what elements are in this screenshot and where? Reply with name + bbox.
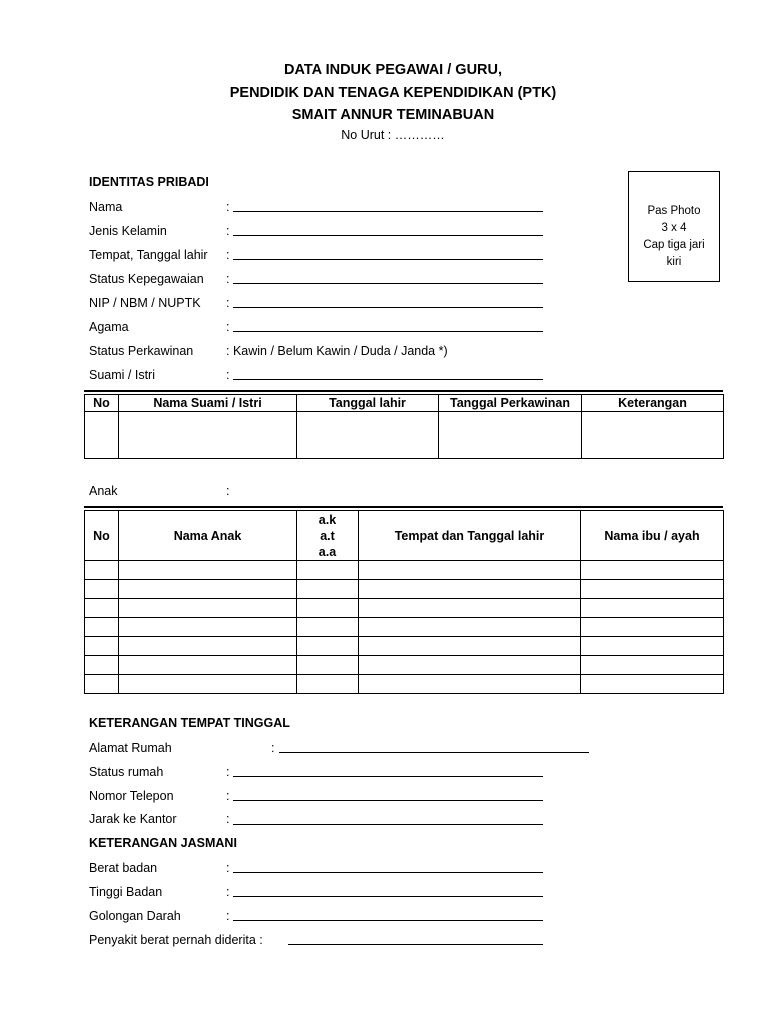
doc-title-line1: DATA INDUK PEGAWAI / GURU, <box>283 62 503 78</box>
table-cell[interactable] <box>359 618 581 637</box>
field-label-berat: Berat badan <box>89 861 158 875</box>
table-cell[interactable] <box>297 561 359 580</box>
spouse-col-tanggal-lahir: Tanggal lahir <box>297 395 439 412</box>
photo-box <box>628 171 720 282</box>
table-cell[interactable] <box>359 599 581 618</box>
field-label-status-kepegawaian: Status Kepegawaian <box>89 272 204 286</box>
field-colon: : <box>226 885 230 899</box>
table-cell[interactable] <box>439 412 582 459</box>
spouse-col-keterangan: Keterangan <box>582 395 724 412</box>
doc-title-line3: SMAIT ANNUR TEMINABUAN <box>291 107 495 123</box>
section-heading-identitas: IDENTITAS PRIBADI <box>89 175 209 189</box>
table-cell[interactable] <box>119 656 297 675</box>
table-cell[interactable] <box>119 637 297 656</box>
table-cell[interactable] <box>581 599 724 618</box>
alamat-input-line[interactable] <box>279 752 589 753</box>
field-label-golongan-darah: Golongan Darah <box>89 909 181 923</box>
table-cell[interactable] <box>359 637 581 656</box>
table-cell[interactable] <box>297 618 359 637</box>
telepon-input-line[interactable] <box>233 800 543 801</box>
table-cell[interactable] <box>297 599 359 618</box>
table-cell[interactable] <box>359 656 581 675</box>
table-cell[interactable] <box>297 412 439 459</box>
table-cell[interactable] <box>85 580 119 599</box>
table-cell[interactable] <box>85 637 119 656</box>
table-cell[interactable] <box>297 675 359 694</box>
photo-box-line: kiri <box>666 256 682 268</box>
status-kepegawaian-input-line[interactable] <box>233 283 543 284</box>
status-rumah-input-line[interactable] <box>233 776 543 777</box>
photo-box-line: Pas Photo <box>647 205 701 217</box>
table-top-rule <box>84 506 723 508</box>
section-heading-tempat-tinggal: KETERANGAN TEMPAT TINGGAL <box>89 716 290 730</box>
field-colon: : <box>226 909 230 923</box>
table-cell[interactable] <box>581 656 724 675</box>
table-cell[interactable] <box>359 561 581 580</box>
child-col-nama-anak: Nama Anak <box>119 511 297 561</box>
field-colon: : <box>226 861 230 875</box>
spouse-col-nama: Nama Suami / Istri <box>119 395 297 412</box>
tinggi-input-line[interactable] <box>233 896 543 897</box>
table-cell[interactable] <box>581 637 724 656</box>
table-cell[interactable] <box>119 599 297 618</box>
table-cell[interactable] <box>85 412 119 459</box>
table-cell[interactable] <box>582 412 724 459</box>
child-col-status <box>297 511 359 561</box>
field-colon: : <box>226 248 230 262</box>
table-cell[interactable] <box>119 561 297 580</box>
field-label-status-rumah: Status rumah <box>89 765 164 779</box>
child-col-nama-ortu: Nama ibu / ayah <box>581 511 724 561</box>
field-colon: : <box>226 812 230 826</box>
table-cell[interactable] <box>85 656 119 675</box>
table-top-rule <box>84 390 723 392</box>
spouse-col-no: No <box>85 395 119 412</box>
child-col-no: No <box>85 511 119 561</box>
field-label-nama: Nama <box>89 200 123 214</box>
table-cell[interactable] <box>581 580 724 599</box>
table-cell[interactable] <box>119 675 297 694</box>
nama-input-line[interactable] <box>233 211 543 212</box>
field-label-status-perkawinan: Status Perkawinan <box>89 344 194 358</box>
ttl-input-line[interactable] <box>233 259 543 260</box>
table-cell[interactable] <box>85 618 119 637</box>
field-label-ttl: Tempat, Tanggal lahir <box>89 248 208 262</box>
field-label-agama: Agama <box>89 320 129 334</box>
field-label-jarak: Jarak ke Kantor <box>89 812 177 826</box>
table-cell[interactable] <box>581 675 724 694</box>
field-label-penyakit: Penyakit berat pernah diderita : <box>89 933 263 947</box>
jenis-kelamin-input-line[interactable] <box>233 235 543 236</box>
child-table <box>84 510 724 694</box>
photo-box-line: Cap tiga jari <box>643 239 705 251</box>
penyakit-input-line[interactable] <box>288 944 543 945</box>
table-cell[interactable] <box>581 618 724 637</box>
doc-title-line2: PENDIDIK DAN TENAGA KEPENDIDIKAN (PTK) <box>229 85 557 101</box>
field-label-jenis-kelamin: Jenis Kelamin <box>89 224 167 238</box>
status-perkawinan-options[interactable]: : Kawin / Belum Kawin / Duda / Janda *) <box>226 344 448 358</box>
table-cell[interactable] <box>297 580 359 599</box>
table-cell[interactable] <box>119 412 297 459</box>
spouse-table <box>84 394 724 459</box>
spouse-col-tanggal-perkawinan: Tanggal Perkawinan <box>439 395 582 412</box>
field-colon: : <box>226 484 230 498</box>
child-col-ak: a.k <box>318 512 337 527</box>
field-colon: : <box>226 224 230 238</box>
field-colon: : <box>226 296 230 310</box>
child-col-aa: a.a <box>318 544 337 559</box>
field-label-anak: Anak <box>89 484 118 498</box>
field-label-tinggi: Tinggi Badan <box>89 885 163 899</box>
table-cell[interactable] <box>359 675 581 694</box>
agama-input-line[interactable] <box>233 331 543 332</box>
field-colon: : <box>226 272 230 286</box>
table-cell[interactable] <box>359 580 581 599</box>
table-cell[interactable] <box>119 618 297 637</box>
field-label-telepon: Nomor Telepon <box>89 789 174 803</box>
child-col-at: a.t <box>320 528 335 543</box>
no-urut: No Urut : ………… <box>341 128 445 142</box>
field-label-suami-istri: Suami / Istri <box>89 368 155 382</box>
section-heading-jasmani: KETERANGAN JASMANI <box>89 836 237 850</box>
golongan-darah-input-line[interactable] <box>233 920 543 921</box>
photo-box-line: 3 x 4 <box>661 222 687 234</box>
nip-input-line[interactable] <box>233 307 543 308</box>
table-cell[interactable] <box>581 561 724 580</box>
field-colon: : <box>271 741 275 755</box>
table-cell[interactable] <box>297 637 359 656</box>
table-cell[interactable] <box>119 580 297 599</box>
table-cell[interactable] <box>85 599 119 618</box>
field-colon: : <box>226 765 230 779</box>
table-cell[interactable] <box>85 561 119 580</box>
table-cell[interactable] <box>297 656 359 675</box>
child-col-ttl: Tempat dan Tanggal lahir <box>359 511 581 561</box>
suami-istri-input-line[interactable] <box>233 379 543 380</box>
field-colon: : <box>226 368 230 382</box>
jarak-input-line[interactable] <box>233 824 543 825</box>
table-cell[interactable] <box>85 675 119 694</box>
field-colon: : <box>226 789 230 803</box>
field-colon: : <box>226 320 230 334</box>
field-colon: : <box>226 200 230 214</box>
field-label-alamat: Alamat Rumah <box>89 741 172 755</box>
berat-input-line[interactable] <box>233 872 543 873</box>
field-label-nip: NIP / NBM / NUPTK <box>89 296 201 310</box>
